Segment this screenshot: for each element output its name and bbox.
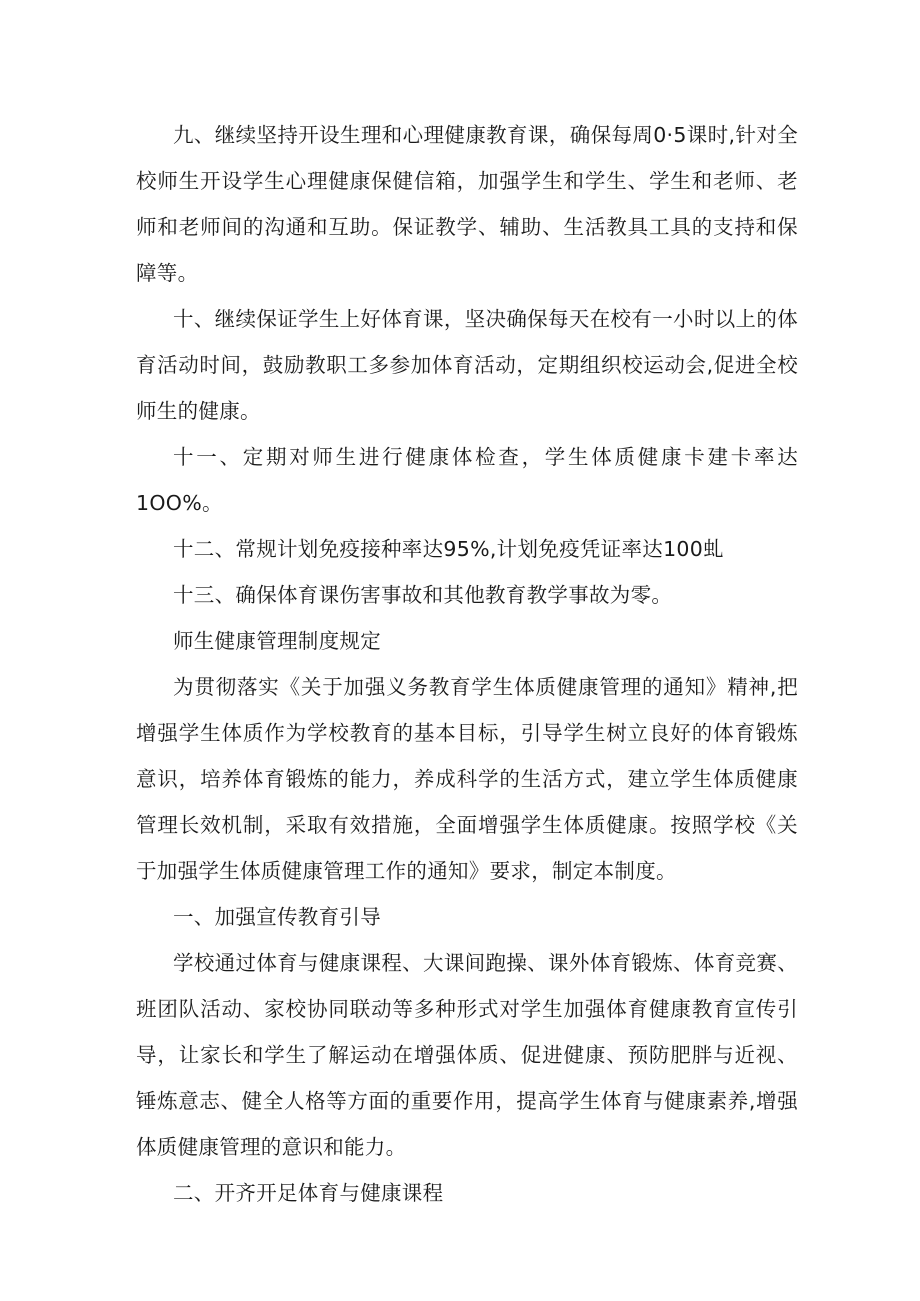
paragraph-item-9: 九、继续坚持开设生理和心理健康教育课，确保每周0·5课时,针对全校师生开设学生心理健康保健信箱，加强学生和学生、学生和老师、老师和老师间的沟通和互助。保证教学、辅助、生活教具工具的支持和保障等。	[136, 123, 798, 285]
section-heading-1: 一、加强宣传教育引导	[173, 905, 381, 929]
section-title: 师生健康管理制度规定	[173, 629, 381, 653]
document-body	[136, 112, 798, 1216]
section-1-body: 学校通过体育与健康课程、大课间跑操、课外体育锻炼、体育竞赛、班团队活动、家校协同联动等多种形式对学生加强体育健康教育宣传引导，让家长和学生了解运动在增强体质、促进健康、预防肥胖与近视、锤炼意志、健全人格等方面的重要作用，提高学生体育与健康素养,增强体质健康管理的意识和能力。	[136, 951, 798, 1159]
paragraph-item-11: 十一、定期对师生进行健康体检查，学生体质健康卡建卡率达1OO%。	[136, 445, 798, 515]
paragraph-item-12: 十二、常规计划免疫接种率达95%,计划免疫凭证率达100虬	[173, 537, 724, 561]
intro-paragraph: 为贯彻落实《关于加强义务教育学生体质健康管理的通知》精神,把增强学生体质作为学校教育的基本目标，引导学生树立良好的体育锻炼意识，培养体育锻炼的能力，养成科学的生活方式，建立学生体质健康管理长效机制，采取有效措施，全面增强学生体质健康。按照学校《关于加强学生体质健康管理工作的通知》要求，制定本制度。	[136, 675, 798, 883]
paragraph-item-13: 十三、确保体育课伤害事故和其他教育教学事故为零。	[173, 583, 673, 607]
paragraph-item-10: 十、继续保证学生上好体育课，坚决确保每天在校有一小时以上的体育活动时间，鼓励教职工多参加体育活动，定期组织校运动会,促进全校师生的健康。	[136, 307, 798, 423]
section-heading-2: 二、开齐开足体育与健康课程	[173, 1181, 444, 1205]
